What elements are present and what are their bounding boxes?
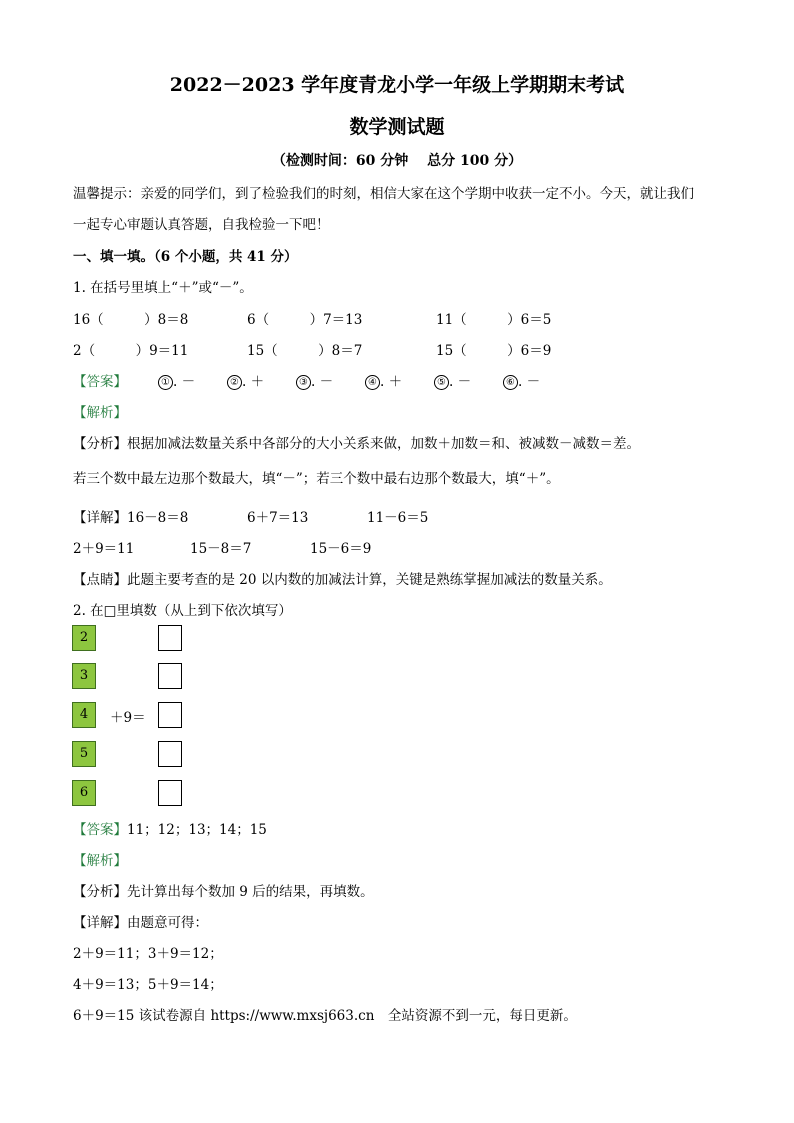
q1-item-2: 6（ ）7＝13 — [247, 312, 363, 328]
q1-detail-4: 2＋9＝11 — [73, 541, 135, 557]
q2-detail-line-1: 2＋9＝11；3＋9＝12； — [73, 946, 223, 962]
q1-detail-5: 15－8＝7 — [190, 541, 252, 557]
document-subtitle: 数学测试题 — [349, 116, 445, 138]
q1-answer-2: ② . ＋ — [227, 370, 264, 390]
q1-answer-label: 【答案】 — [73, 374, 127, 390]
q2-number-box: 5 — [72, 741, 96, 767]
q2-fenxi: 【分析】先计算出每个数加 9 后的结果，再填数。 — [73, 884, 374, 900]
q1-detail-3: 11－6＝5 — [367, 510, 429, 526]
q1-answer-4: ④ . ＋ — [365, 370, 402, 390]
q2-detail: 【详解】由题意可得： — [73, 915, 208, 931]
q1-fenxi: 【分析】根据加减法数量关系中各部分的大小关系来做，加数＋加数＝和、被减数－减数＝差。 — [73, 436, 640, 452]
intro-line-1: 温馨提示：亲爱的同学们，到了检验我们的时刻，相信大家在这个学期中收获一定不小。今天，就让我们 — [73, 186, 694, 202]
q1-answer-3: ③ . － — [296, 370, 333, 390]
q2-answer-box[interactable] — [158, 741, 182, 767]
q2-prompt: 2. 在□里填数（从上到下依次填写） — [73, 603, 292, 619]
section-heading: 一、填一填。（6 个小题，共 41 分） — [73, 249, 298, 265]
q2-operator: ＋9＝ — [110, 710, 146, 726]
q2-answer-box[interactable] — [158, 702, 182, 728]
q1-item-4: 2（ ）9＝11 — [73, 343, 189, 359]
intro-line-2: 一起专心审题认真答题，自我检验一下吧！ — [73, 217, 330, 233]
q2-answer-box[interactable] — [158, 625, 182, 651]
q2-number-box: 3 — [72, 663, 96, 689]
q2-number-box: 4 — [72, 702, 96, 728]
q1-answer-5: ⑤ . － — [434, 370, 471, 390]
q1-detail-2: 6＋7＝13 — [247, 510, 309, 526]
q2-number-box: 2 — [72, 625, 96, 651]
q2-detail-line-2: 4＋9＝13；5＋9＝14； — [73, 977, 223, 993]
q2-answer: 【答案】11；12；13；14；15 — [73, 822, 267, 838]
q1-detail-1: 【详解】16－8＝8 — [73, 510, 189, 526]
document-title: 2022－2023 学年度青龙小学一年级上学期期末考试 — [169, 74, 625, 96]
q1-item-6: 15（ ）6＝9 — [436, 343, 552, 359]
q1-prompt: 1. 在括号里填上“＋”或“－”。 — [73, 280, 253, 296]
q2-answer-box[interactable] — [158, 663, 182, 689]
q1-detail-6: 15－6＝9 — [310, 541, 372, 557]
q1-item-3: 11（ ）6＝5 — [436, 312, 552, 328]
q1-answer-6: ⑥ . － — [503, 370, 540, 390]
q1-jiexi-label: 【解析】 — [73, 405, 127, 421]
q2-number-box: 6 — [72, 780, 96, 806]
q1-answer-1: ① . － — [158, 370, 195, 390]
q2-answer-box[interactable] — [158, 780, 182, 806]
q1-fenxi-2: 若三个数中最左边那个数最大，填“－”；若三个数中最右边那个数最大，填“＋”。 — [73, 471, 560, 487]
exam-info: （检测时间：60 分钟 总分 100 分） — [271, 153, 523, 169]
q2-detail-line-3: 6＋9＝15 该试卷源自 https://www.mxsj663.cn 全站资源不到一元，每日更新。 — [73, 1008, 577, 1024]
q2-jiexi-label: 【解析】 — [73, 853, 127, 869]
q1-item-5: 15（ ）8＝7 — [247, 343, 363, 359]
q1-dianjing: 【点睛】此题主要考查的是 20 以内数的加减法计算，关键是熟练掌握加减法的数量关系。 — [73, 572, 612, 588]
q1-item-1: 16（ ）8＝8 — [73, 312, 189, 328]
